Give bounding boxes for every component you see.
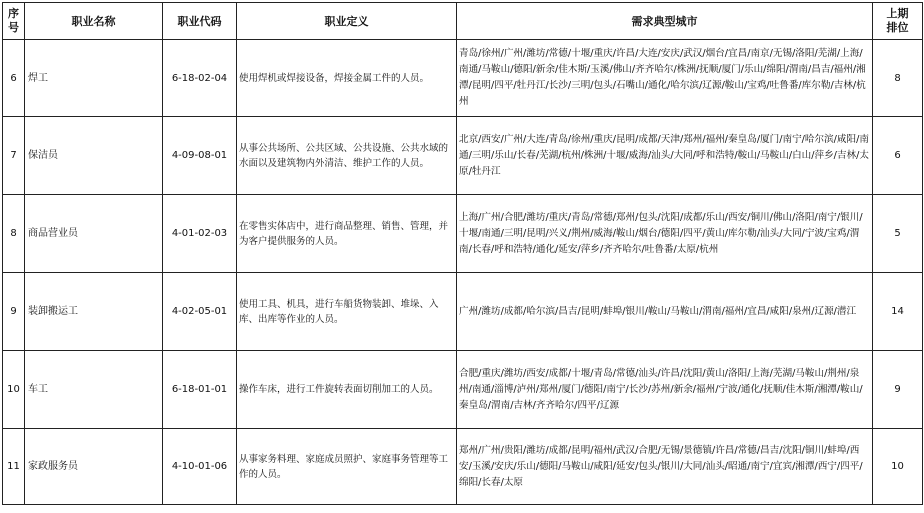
row-typical-cities: 青岛/徐州/广州/潍坊/常德/十堰/重庆/许昌/大连/安庆/武汉/烟台/宜昌/南京/无锡/洛阳/芜湖/上海/南通/马鞍山/德阳/新余/佳木斯/玉溪/佛山/齐齐哈尔/株洲/抚顺/厦门/乐山/绵阳/渭南/昌吉/福州/湘潭/昆明/四平/牡丹江/长沙/三明/包头/石嘴山/通化/哈尔滨/辽源/鞍山/宝鸡/吐鲁番/库尔勒/吉林/杭州 (457, 40, 873, 117)
header-serial-number: 序 号 (3, 3, 25, 40)
row-occupation-code: 4-10-01-06 (163, 429, 237, 505)
row-occupation-name: 车工 (25, 351, 163, 429)
row-occupation-code: 4-01-02-03 (163, 195, 237, 273)
header-occupation-definition: 职业定义 (237, 3, 457, 40)
row-typical-cities: 郑州/广州/贵阳/潍坊/成都/昆明/福州/武汉/合肥/无锡/景德镇/许昌/常德/昌吉/沈阳/铜川/蚌埠/西安/玉溪/安庆/乐山/德阳/马鞍山/咸阳/延安/包头/银川/大同/汕头/昭通/南宁/宜宾/湘潭/西宁/四平/绵阳/长春/太原 (457, 429, 873, 505)
header-previous-rank: 上期 排位 (873, 3, 923, 40)
row-occupation-definition: 操作车床，进行工件旋转表面切削加工的人员。 (237, 351, 457, 429)
row-previous-rank: 8 (873, 40, 923, 117)
row-typical-cities: 北京/西安/广州/大连/青岛/徐州/重庆/昆明/成都/天津/郑州/福州/秦皇岛/厦门/南宁/哈尔滨/咸阳/南通/三明/乐山/长春/芜湖/杭州/株洲/十堰/威海/汕头/大同/呼和浩特/鞍山/马鞍山/白山/萍乡/吉林/太原/牡丹江 (457, 117, 873, 195)
row-serial-number: 9 (3, 273, 25, 351)
table-row (3, 195, 923, 273)
table-header-row (3, 3, 923, 40)
row-previous-rank: 9 (873, 351, 923, 429)
row-occupation-name: 商品营业员 (25, 195, 163, 273)
row-serial-number: 7 (3, 117, 25, 195)
table-row (3, 351, 923, 429)
row-occupation-name: 焊工 (25, 40, 163, 117)
table-row (3, 429, 923, 505)
table-row (3, 273, 923, 351)
row-occupation-name: 家政服务员 (25, 429, 163, 505)
header-occupation-code: 职业代码 (163, 3, 237, 40)
row-occupation-code: 6-18-01-01 (163, 351, 237, 429)
row-typical-cities: 上海/广州/合肥/潍坊/重庆/青岛/常德/郑州/包头/沈阳/成都/乐山/西安/铜川/佛山/洛阳/南宁/银川/十堰/南通/三明/昆明/兴义/荆州/威海/鞍山/烟台/德阳/四平/黄山/库尔勒/汕头/大同/宁波/宝鸡/渭南/长春/呼和浩特/通化/延安/萍乡/齐齐哈尔/吐鲁番/太原/杭州 (457, 195, 873, 273)
row-serial-number: 6 (3, 40, 25, 117)
row-occupation-definition: 使用焊机或焊接设备，焊接金属工件的人员。 (237, 40, 457, 117)
row-serial-number: 10 (3, 351, 25, 429)
row-typical-cities: 广州/潍坊/成都/哈尔滨/昌吉/昆明/蚌埠/银川/鞍山/马鞍山/渭南/福州/宜昌/咸阳/泉州/辽源/潜江 (457, 273, 873, 351)
header-typical-cities: 需求典型城市 (457, 3, 873, 40)
row-previous-rank: 10 (873, 429, 923, 505)
row-occupation-code: 6-18-02-04 (163, 40, 237, 117)
row-occupation-definition: 从事公共场所、公共区域、公共设施、公共水域的水面以及建筑物内外清洁、维护工作的人员。 (237, 117, 457, 195)
row-previous-rank: 6 (873, 117, 923, 195)
row-previous-rank: 14 (873, 273, 923, 351)
table-row (3, 117, 923, 195)
row-occupation-definition: 从事家务料理、家庭成员照护、家庭事务管理等工作的人员。 (237, 429, 457, 505)
occupation-demand-table (2, 2, 923, 505)
row-previous-rank: 5 (873, 195, 923, 273)
table-row (3, 40, 923, 117)
row-occupation-name: 保洁员 (25, 117, 163, 195)
row-occupation-definition: 使用工具、机具，进行车船货物装卸、堆垛、入库、出库等作业的人员。 (237, 273, 457, 351)
row-serial-number: 11 (3, 429, 25, 505)
row-occupation-code: 4-09-08-01 (163, 117, 237, 195)
row-occupation-name: 装卸搬运工 (25, 273, 163, 351)
row-occupation-definition: 在零售实体店中，进行商品整理、销售、管理，并为客户提供服务的人员。 (237, 195, 457, 273)
header-occupation-name: 职业名称 (25, 3, 163, 40)
row-serial-number: 8 (3, 195, 25, 273)
row-occupation-code: 4-02-05-01 (163, 273, 237, 351)
row-typical-cities: 合肥/重庆/潍坊/西安/成都/十堰/青岛/常德/汕头/许昌/沈阳/黄山/洛阳/上海/芜湖/马鞍山/荆州/泉州/南通/淄博/泸州/郑州/厦门/德阳/南宁/长沙/苏州/新余/福州/宁波/通化/抚顺/佳木斯/湘潭/鞍山/秦皇岛/渭南/吉林/齐齐哈尔/四平/辽源 (457, 351, 873, 429)
